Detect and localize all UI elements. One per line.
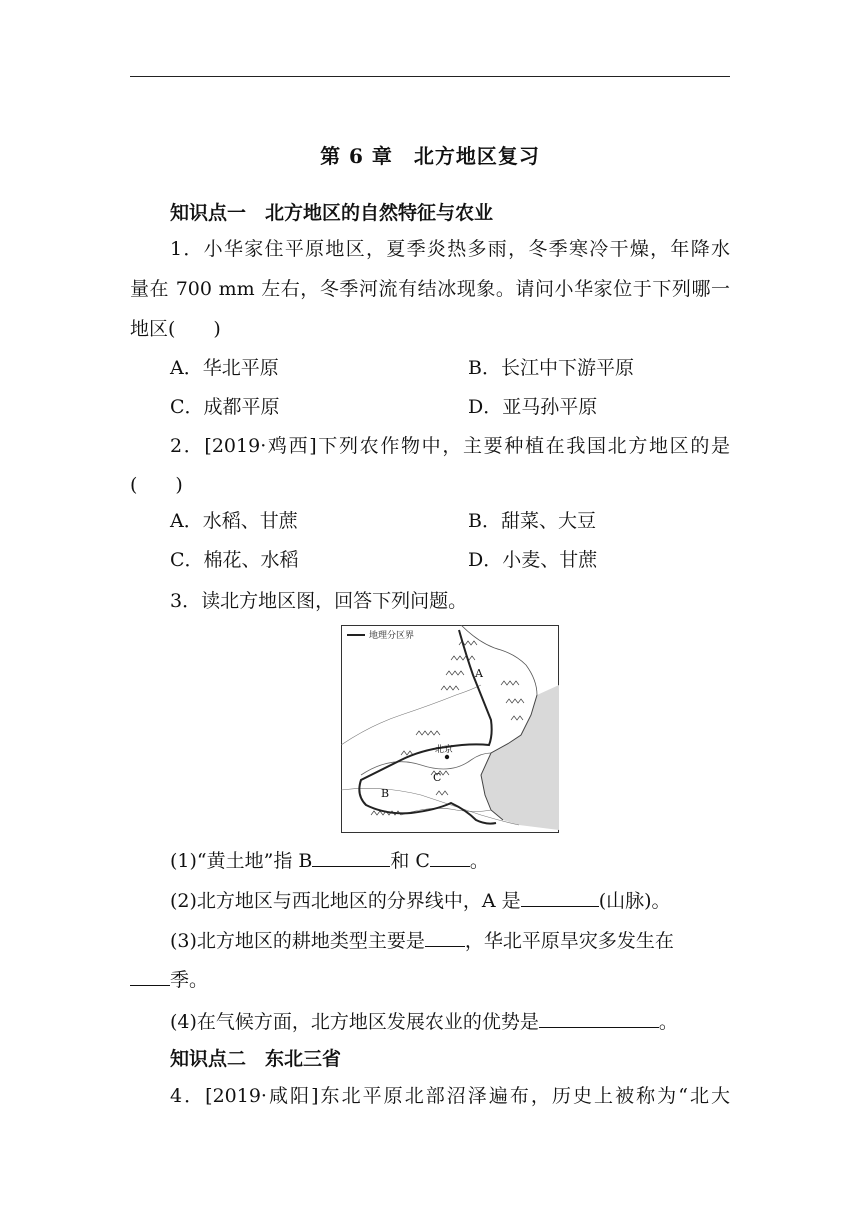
- answer-blank-b[interactable]: [312, 848, 390, 867]
- question-2-option-c: C．棉花、水稻: [170, 549, 299, 571]
- answer-blank-a[interactable]: [521, 888, 599, 907]
- question-3-sub-4: [170, 1009, 730, 1035]
- question-2-option-b: B．甜菜、大豆: [468, 510, 596, 532]
- map-legend-label: 地理分区界: [369, 631, 415, 641]
- question-1-line-2: 量在 700 mm 左右，冬季河流有结冰现象。请问小华家位于下列哪一: [130, 278, 730, 300]
- answer-blank-c[interactable]: [430, 848, 470, 867]
- question-3-sub-2: [170, 888, 730, 914]
- sub-3-text-mid: ，华北平原旱灾多发生在: [464, 930, 674, 952]
- question-1-option-c: C．成都平原: [170, 396, 280, 418]
- question-2-line-2: ( ): [130, 474, 183, 496]
- question-4-line-1: 4．[2019·咸阳]东北平原北部沼泽遍布，历史上被称为“北大: [170, 1085, 730, 1107]
- section-heading-2: 知识点二 东北三省: [170, 1048, 342, 1070]
- question-1-line-1: 1．小华家住平原地区，夏季炎热多雨，冬季寒冷干燥，年降水: [170, 238, 730, 260]
- map-label-b: B: [381, 787, 390, 800]
- sub-3-text: (3)北方地区的耕地类型主要是: [170, 930, 425, 952]
- question-2-option-d: D．小麦、甘蔗: [468, 549, 598, 571]
- sub-1-text-mid: 和 C: [390, 850, 430, 872]
- section-heading-1: 知识点一 北方地区的自然特征与农业: [170, 202, 494, 224]
- map-label-beijing: 北京: [435, 745, 454, 755]
- sub-4-text: (4)在气候方面，北方地区发展农业的优势是: [170, 1011, 539, 1033]
- map-label-c: C: [433, 771, 442, 784]
- map-label-a: A: [475, 667, 483, 680]
- question-1-option-d: D．亚马孙平原: [468, 396, 598, 418]
- sub-1-text: (1)“黄土地”指 B: [170, 850, 313, 872]
- answer-blank-season[interactable]: [130, 967, 170, 986]
- question-1-line-3: 地区( ): [130, 318, 221, 340]
- header-rule: [130, 76, 730, 77]
- sub-4-text-end: 。: [658, 1011, 678, 1033]
- answer-blank-advantage[interactable]: [539, 1009, 659, 1028]
- beijing-marker-icon: [445, 755, 449, 759]
- question-2-line-1: 2．[2019·鸡西]下列农作物中，主要种植在我国北方地区的是: [170, 435, 730, 457]
- sub-2-text: (2)北方地区与西北地区的分界线中，A 是: [170, 890, 521, 912]
- question-1-option-b: B．长江中下游平原: [468, 357, 634, 379]
- question-3-stem: 3．读北方地区图，回答下列问题。: [170, 590, 468, 612]
- answer-blank-land[interactable]: [425, 928, 465, 947]
- sub-1-text-end: 。: [469, 850, 489, 872]
- question-3-sub-3: [170, 928, 730, 954]
- question-3-sub-3-cont: [130, 967, 730, 993]
- page-title: 第 6 章 北方地区复习: [320, 144, 540, 168]
- sub-2-text-end: (山脉)。: [598, 890, 671, 912]
- north-china-map: [341, 625, 559, 833]
- question-3-sub-1: [170, 848, 730, 874]
- question-1-option-a: A．华北平原: [170, 357, 279, 379]
- question-2-option-a: A．水稻、甘蔗: [170, 510, 298, 532]
- sub-3-text-end: 季。: [170, 969, 209, 991]
